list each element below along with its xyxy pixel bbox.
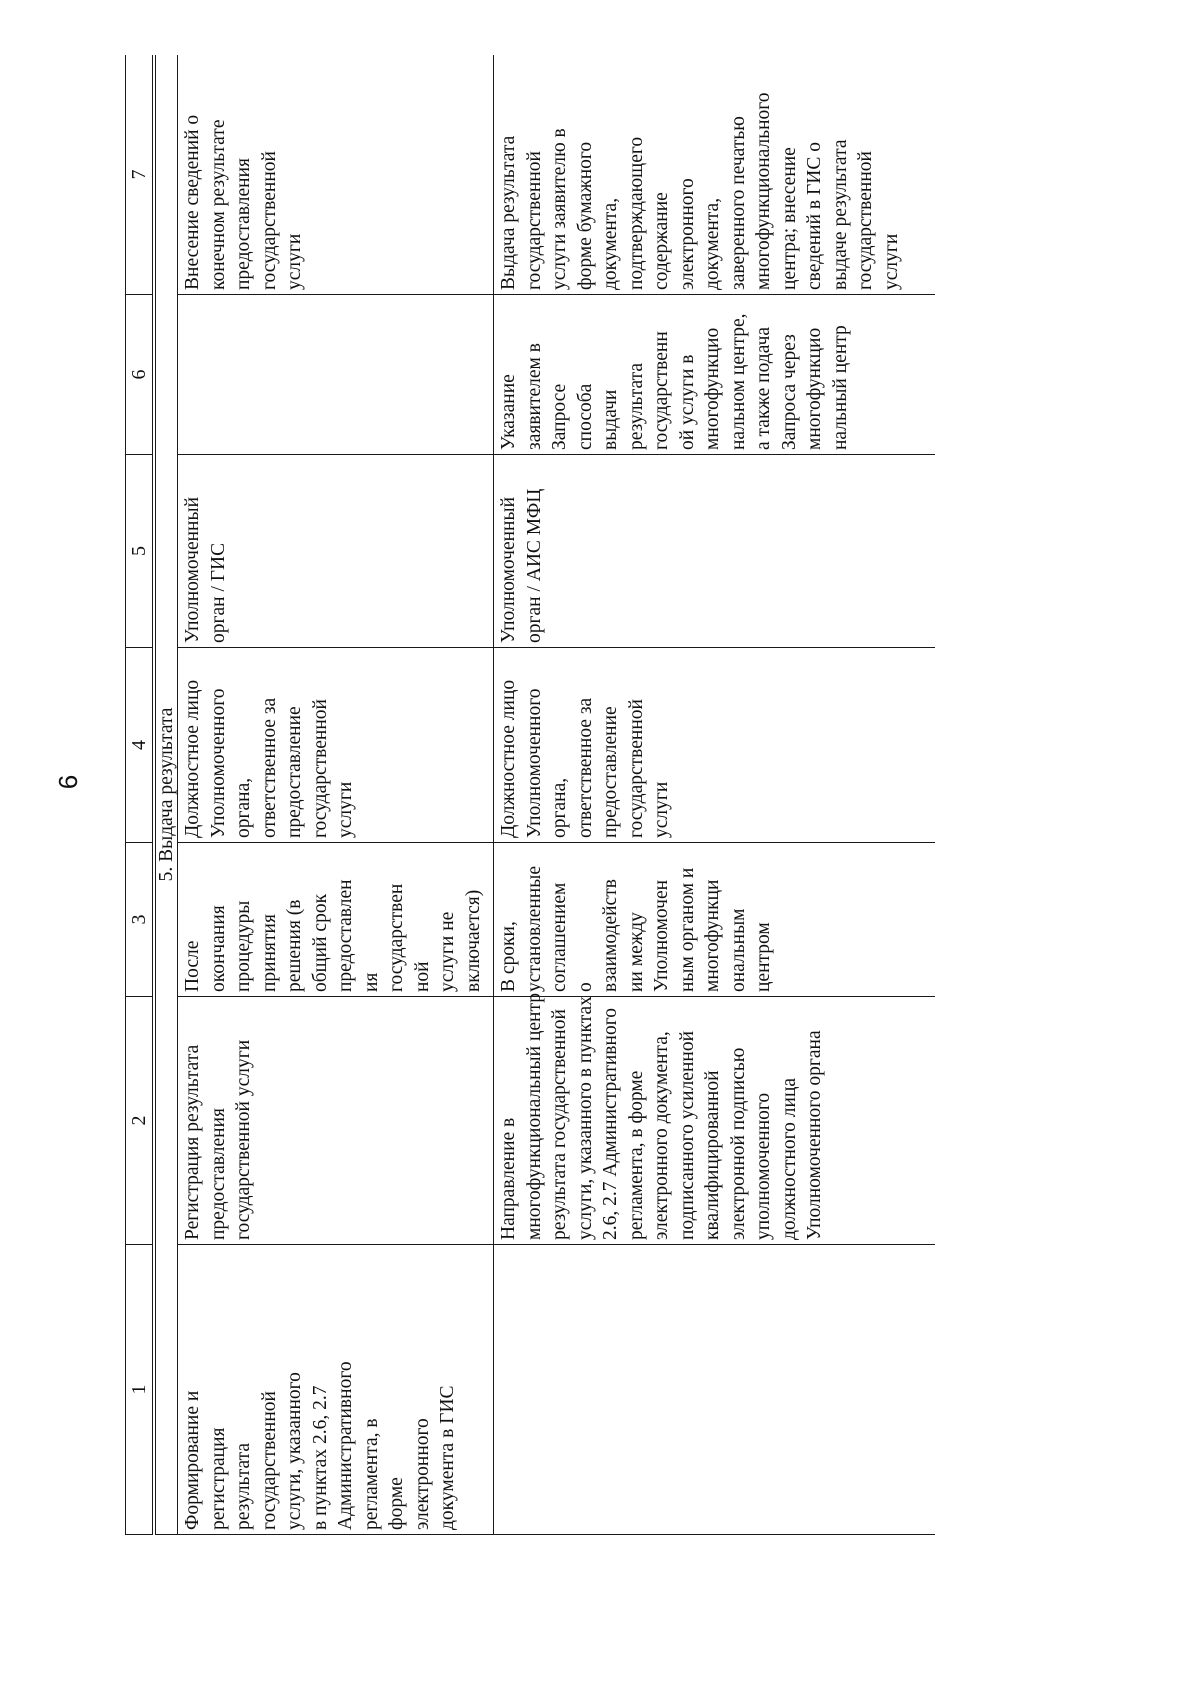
- page-number: 6: [53, 774, 83, 790]
- column-number-row: [126, 55, 155, 1535]
- cell-criteria: Указание заявителем в Запросе способа выдачи результата государственн ой услуги в многофункцио нальном центре, а также подача Запроса через многофункцио нальный центр: [494, 295, 936, 455]
- cell-result: Внесение сведений о конечном результате предоставления государственной услуги: [178, 55, 494, 295]
- cell-result: Выдача результата государственной услуги заявителю в форме бумажного документа, подтверждающего содержание электронного документа, заверенного печатью многофункционального центра; внесение сведений в ГИС о выдаче результата государственной услуги: [494, 55, 936, 295]
- cell-procedure: [494, 1245, 936, 1535]
- cell-criteria: [178, 295, 494, 455]
- column-number-4: 4: [126, 648, 155, 843]
- procedure-table: [125, 55, 935, 1535]
- section-row: [154, 55, 178, 1535]
- table-row: [494, 55, 936, 1535]
- procedure-table-wrapper: [125, 55, 935, 1535]
- cell-system: Уполномоченный орган / ГИС: [178, 455, 494, 648]
- column-number-6: 6: [126, 295, 155, 455]
- column-number-5: 5: [126, 455, 155, 648]
- cell-system: Уполномоченный орган / АИС МФЦ: [494, 455, 936, 648]
- section-title: 5. Выдача результата: [154, 55, 178, 1535]
- cell-deadline: В сроки, установленные соглашением о взаимодейств ии между Уполномочен ным органом и многофункци ональным центром: [494, 843, 936, 997]
- column-number-1: 1: [126, 1245, 155, 1535]
- cell-deadline: После окончания процедуры принятия решения (в общий срок предоставлен ия государствен ной услуги не включается): [178, 843, 494, 997]
- column-number-3: 3: [126, 843, 155, 997]
- cell-action: Направление в многофункциональный центр результата государственной услуги, указанного в пунктах 2.6, 2.7 Административного регламента, в форме электронного документа, подписанного усиленной квалифицированной электронной подписью уполномоченного должностного лица Уполномоченного органа: [494, 997, 936, 1245]
- procedure-table-rotated: [125, 55, 935, 1535]
- cell-procedure: Формирование и регистрация результата государственной услуги, указанного в пунктах 2.6, 2.7 Административного регламента, в форме электронного документа в ГИС: [178, 1245, 494, 1535]
- column-number-2: 2: [126, 997, 155, 1245]
- cell-responsible: Должностное лицо Уполномоченного органа, ответственное за предоставление государственной услуги: [494, 648, 936, 843]
- cell-action: Регистрация результата предоставления государственной услуги: [178, 997, 494, 1245]
- table-row: [178, 55, 494, 1535]
- cell-responsible: Должностное лицо Уполномоченного органа, ответственное за предоставление государственной услуги: [178, 648, 494, 843]
- column-number-7: 7: [126, 55, 155, 295]
